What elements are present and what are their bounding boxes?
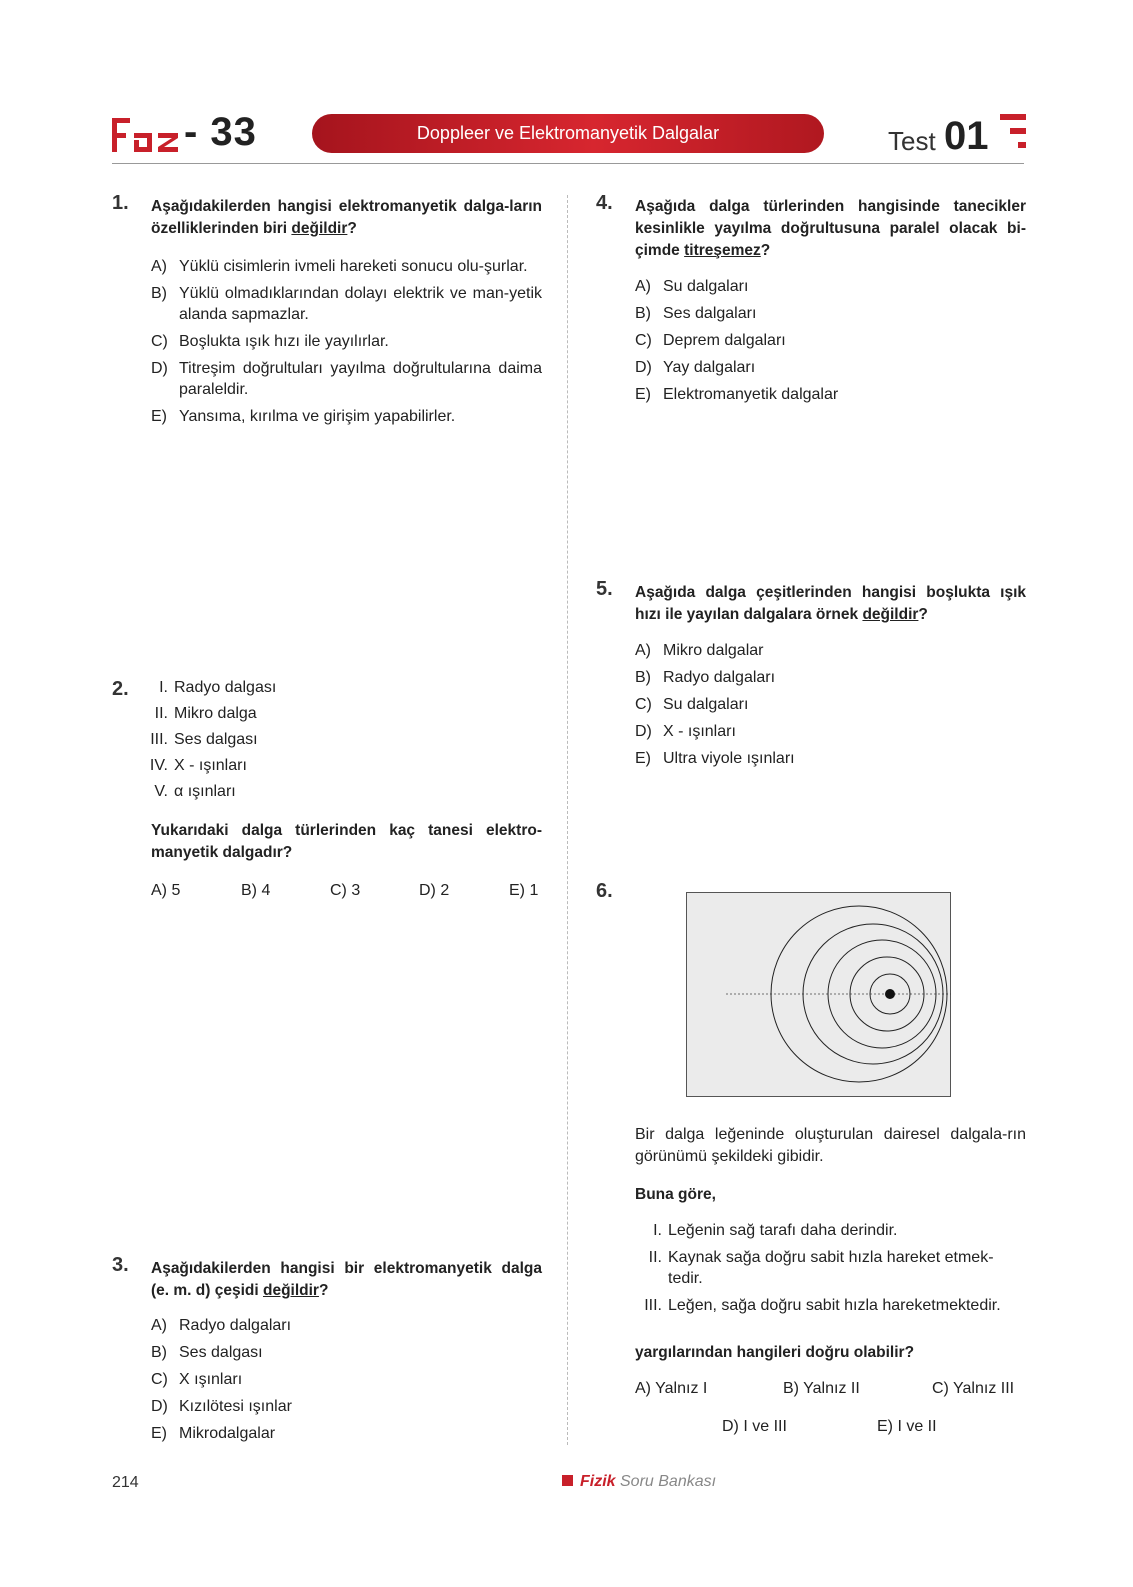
option-b[interactable]: B) Yüklü olmadıklarından dolayı elektrik ve man-yetik alanda sapmazlar. xyxy=(151,285,542,323)
option-d[interactable]: D) Titreşim doğrultuları yayılma doğrultularına daima paraleldir. xyxy=(151,360,542,398)
list-item: II. Mikro dalga xyxy=(154,705,257,722)
option-c[interactable]: C) X ışınları xyxy=(151,1371,243,1388)
option-a[interactable]: A) Yalnız I xyxy=(635,1380,708,1397)
question-number: 4. xyxy=(596,192,613,214)
statement-list xyxy=(628,1220,1026,1316)
page-number: 214 xyxy=(112,1474,139,1491)
option-c[interactable]: C) 3 xyxy=(330,882,361,899)
question-4 xyxy=(596,192,1026,416)
option-a[interactable]: A) Mikro dalgalar xyxy=(635,642,764,659)
option-e[interactable]: E) Elektromanyetik dalgalar xyxy=(635,386,839,403)
option-d[interactable]: D) X - ışınları xyxy=(635,723,736,740)
option-e[interactable]: E) 1 xyxy=(509,882,539,899)
answer-options xyxy=(151,1315,542,1450)
question-text: Aşağıda dalga çeşitlerinden hangisi boşlukta ışık hızı ile yayılan dalgalara örnek değildir? xyxy=(635,584,1026,623)
option-b[interactable]: B) Yalnız II xyxy=(783,1380,860,1397)
option-c[interactable]: C) Yalnız III xyxy=(932,1380,1015,1397)
statement-item: II. Kaynak sağa doğru sabit hızla hareket etmek-tedir. xyxy=(648,1249,994,1287)
question-lead: Buna göre, xyxy=(635,1186,716,1203)
question-2 xyxy=(112,678,542,912)
question-text: Aşağıdakilerden hangisi elektromanyetik dalga-ların özelliklerinden biri değildir? xyxy=(151,198,542,237)
question-3 xyxy=(112,1254,542,1448)
corner-mark xyxy=(1000,114,1026,154)
question-number: 2. xyxy=(112,678,129,700)
option-a[interactable]: A) Yüklü cisimlerin ivmeli hareketi sonucu olu-şurlar. xyxy=(151,258,528,275)
test-number: 01 xyxy=(944,114,989,158)
question-1 xyxy=(112,192,542,456)
question-text: Yukarıdaki dalga türlerinden kaç tanesi elektro-manyetik dalgadır? xyxy=(151,822,542,861)
list-item: III. Ses dalgası xyxy=(150,731,258,748)
list-item: I. Radyo dalgası xyxy=(159,679,277,696)
option-c[interactable]: C) Boşlukta ışık hızı ile yayılırlar. xyxy=(151,333,389,350)
option-b[interactable]: B) Radyo dalgaları xyxy=(635,669,776,686)
option-e[interactable]: E) Yansıma, kırılma ve girişim yapabilirler. xyxy=(151,408,456,425)
option-a[interactable]: A) Radyo dalgaları xyxy=(151,1317,292,1334)
ripple-tank-figure xyxy=(686,892,951,1097)
figure-description: Bir dalga leğeninde oluşturulan dairesel dalgala-rın görünümü şekildeki gibidir. xyxy=(635,1126,1026,1165)
item-list xyxy=(134,675,434,805)
option-c[interactable]: C) Su dalgaları xyxy=(635,696,749,713)
answer-options xyxy=(635,1380,1026,1440)
test-label: Test xyxy=(888,126,936,156)
question-number: 6. xyxy=(596,880,613,902)
answer-options xyxy=(151,256,542,433)
question-text: Aşağıda dalga türlerinden hangisinde tanecikler kesinlikle yayılma doğrultusuna paralel olacak bi-çimde titreşemez? xyxy=(635,198,1026,259)
option-b[interactable]: B) Ses dalgaları xyxy=(635,305,757,322)
answer-options xyxy=(635,640,1026,775)
header-rule xyxy=(112,163,1024,164)
question-text: yargılarından hangileri doğru olabilir? xyxy=(635,1344,915,1361)
question-number: 5. xyxy=(596,578,613,600)
option-d[interactable]: D) Kızılötesi ışınlar xyxy=(151,1398,292,1415)
option-a[interactable]: A) 5 xyxy=(151,882,181,899)
option-c[interactable]: C) Deprem dalgaları xyxy=(635,332,786,349)
option-a[interactable]: A) Su dalgaları xyxy=(635,278,749,295)
answer-options xyxy=(151,882,542,904)
list-item: V. α ışınları xyxy=(154,783,236,800)
logo-number: - 33 xyxy=(184,110,257,154)
footer-brand: Fizik Soru Bankası xyxy=(562,1473,716,1491)
question-5 xyxy=(596,578,1026,782)
brand-square-icon xyxy=(562,1475,573,1486)
option-d[interactable]: D) Yay dalgaları xyxy=(635,359,756,376)
statement-item: I. Leğenin sağ tarafı daha derindir. xyxy=(653,1222,898,1239)
column-divider xyxy=(567,195,568,1445)
option-b[interactable]: B) Ses dalgası xyxy=(151,1344,263,1361)
statement-item: III. Leğen, sağa doğru sabit hızla hareketmektedir. xyxy=(644,1297,1001,1314)
option-e[interactable]: E) Mikrodalgalar xyxy=(151,1425,276,1442)
list-item: IV. X - ışınları xyxy=(149,757,247,774)
option-b[interactable]: B) 4 xyxy=(241,882,271,899)
chapter-title: Doppleer ve Elektromanyetik Dalgalar xyxy=(312,114,824,153)
question-number: 3. xyxy=(112,1254,129,1276)
option-d[interactable]: D) I ve III xyxy=(722,1418,787,1435)
question-text: Aşağıdakilerden hangisi bir elektromanyetik dalga (e. m. d) çeşidi değildir? xyxy=(151,1260,542,1299)
option-e[interactable]: E) Ultra viyole ışınları xyxy=(635,750,795,767)
question-number: 1. xyxy=(112,192,129,214)
option-e[interactable]: E) I ve II xyxy=(877,1418,937,1435)
option-d[interactable]: D) 2 xyxy=(419,882,450,899)
answer-options xyxy=(635,276,1026,411)
